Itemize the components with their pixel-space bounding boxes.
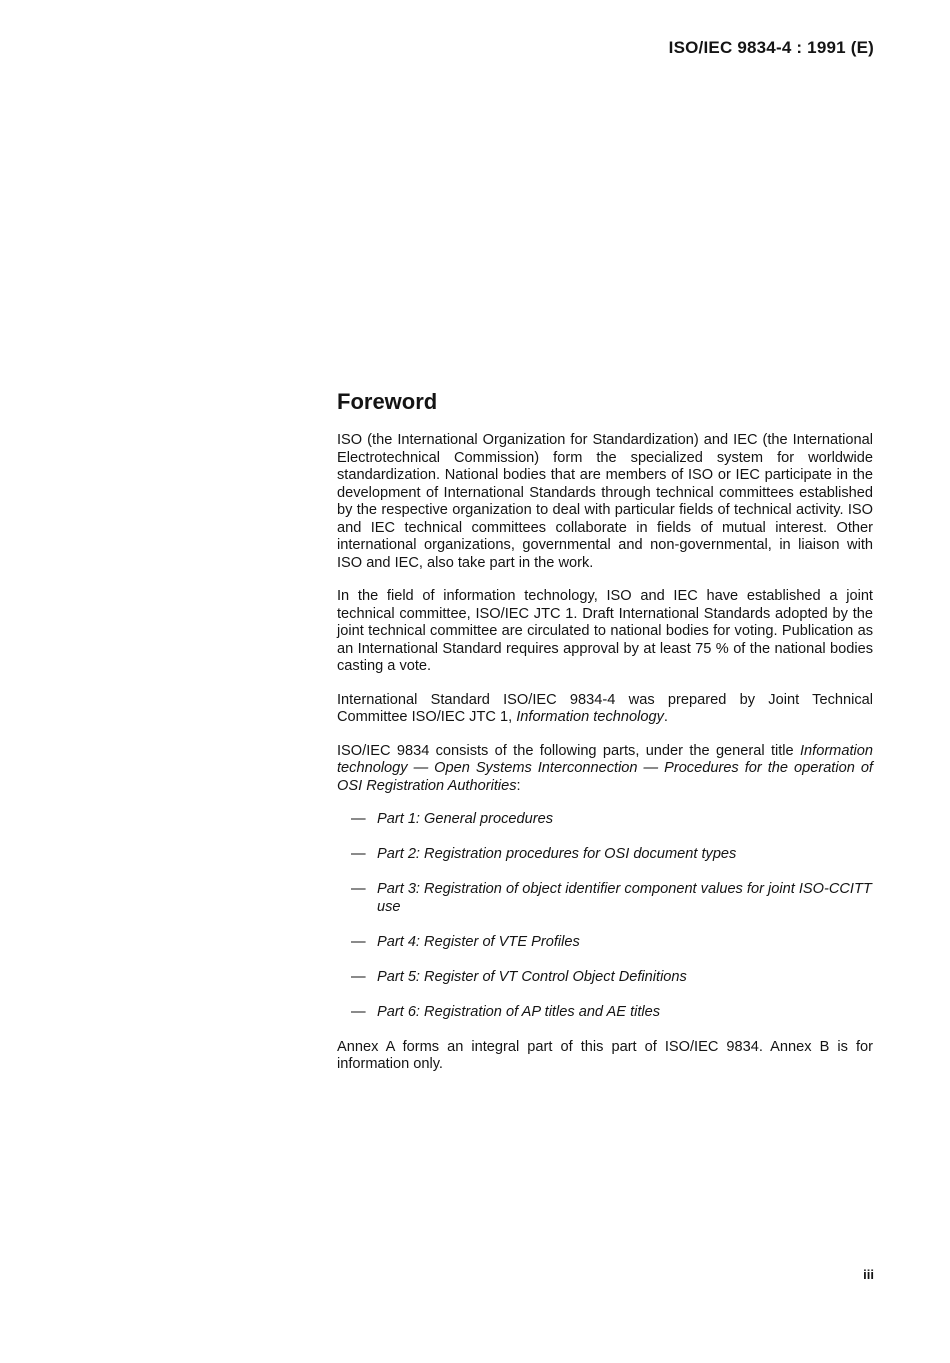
paragraph-parts-intro-text: ISO/IEC 9834 consists of the following parts, under the general title (337, 742, 800, 759)
paragraph-prepared-by-text: International Standard ISO/IEC 9834-4 was prepared by Joint Technical Committee ISO/IEC JTC 1, (337, 691, 873, 725)
paragraph-prepared-by-end: . (663, 709, 668, 725)
paragraph-parts-intro-end: : (516, 777, 521, 794)
paragraph-annex: Annex A forms an integral part of this part of ISO/IEC 9834. Annex B is for information only. (337, 1038, 873, 1072)
paragraph-iso-iec: ISO (the International Organization for Standardization) and IEC (the International Electrotechnical Commission) form the specialized system for worldwide standardization. National bodies that are members of ISO or IEC participate in the development of International Standards through technical committees established by the respective organization to deal with particular fields of technical activity. ISO and IEC technical committees collaborate in fields of mutual interest. Other international organizations, governmental and non-governmental, in liaison with ISO and IEC, also take part in the work. (337, 432, 873, 571)
paragraph-parts-intro (337, 743, 873, 796)
parts-list (337, 811, 873, 1021)
paragraph-parts-intro-italic: Information technology — Open Systems Interconnection — Procedures for the operation of OSI Registration Authorities (337, 742, 873, 794)
dash-bullet: — (351, 811, 366, 827)
list-item (337, 1004, 873, 1022)
dash-bullet: — (351, 881, 366, 897)
list-item-text: Part 4: Register of VTE Profiles (377, 933, 580, 950)
foreword-section (337, 386, 873, 1090)
dash-bullet: — (351, 1003, 366, 1020)
page-number: iii (863, 1267, 874, 1282)
list-item-text: Part 6: Registration of AP titles and AE titles (377, 1003, 661, 1020)
document-id-header: ISO/IEC 9834-4 : 1991 (E) (668, 38, 874, 57)
dash-bullet: — (351, 933, 366, 950)
list-item (337, 846, 873, 864)
paragraph-jtc1: In the field of information technology, ISO and IEC have established a joint technical committee, ISO/IEC JTC 1. Draft International Standards adopted by the joint technical committee are circulated to national bodies for voting. Publication as an International Standard requires approval by at least 75 % of the national bodies casting a vote. (337, 588, 873, 674)
section-title: Foreword (337, 389, 438, 414)
list-item (337, 881, 873, 916)
list-item-text: Part 2: Registration procedures for OSI document types (377, 846, 737, 862)
paragraph-prepared-by (337, 692, 873, 727)
list-item-text: Part 5: Register of VT Control Object Definitions (377, 968, 687, 985)
dash-bullet: — (351, 846, 366, 862)
list-item-text: Part 1: General procedures (377, 811, 554, 827)
list-item (337, 934, 873, 952)
list-item (337, 811, 873, 829)
paragraph-prepared-by-italic: Information technology (516, 709, 664, 725)
list-item (337, 969, 873, 987)
dash-bullet: — (351, 968, 366, 985)
list-item-text: Part 3: Registration of object identifier component values for joint ISO-CCITT use (377, 881, 872, 915)
